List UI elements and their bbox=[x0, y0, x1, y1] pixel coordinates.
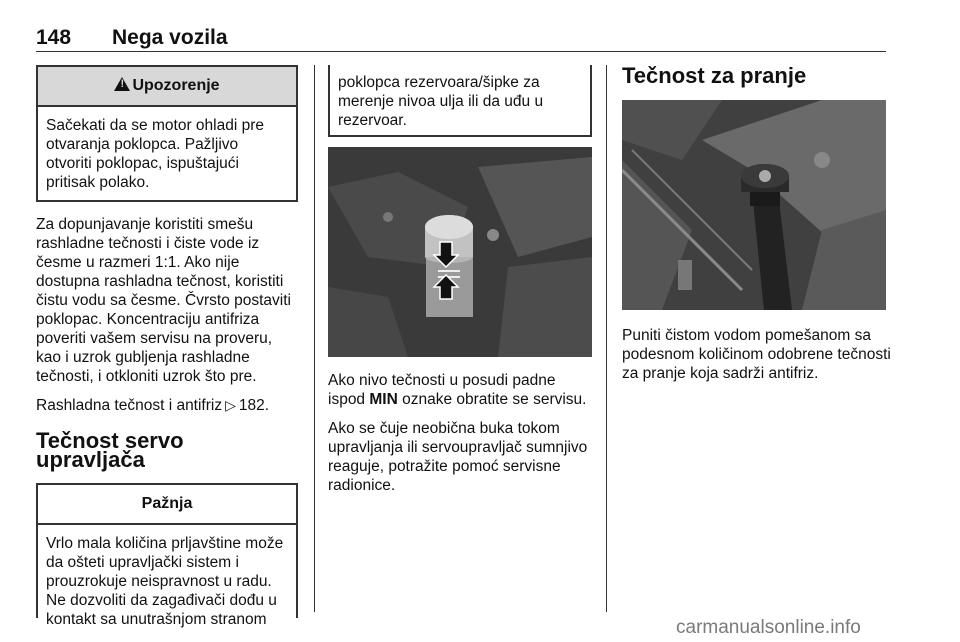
caution-body: Vrlo mala količina prljavštine može da ošteti upravljački sistem i prouzrokuje neispravnost u radu. Ne dozvoliti da zagađivači dođu u kontakt sa unutrašnjom stranom bbox=[46, 535, 284, 628]
column-3-text bbox=[622, 326, 892, 393]
min-mark-label: MIN bbox=[369, 391, 398, 408]
washer-fluid-paragraph: Puniti čistom vodom pomešanom sa podesnom količinom odobrene tečnosti za pranje koja sadrži antifriz. bbox=[622, 327, 891, 382]
page-number: 148 bbox=[36, 26, 72, 49]
page-header bbox=[36, 26, 886, 52]
power-steering-reservoir-image bbox=[328, 147, 592, 357]
column-2 bbox=[328, 65, 592, 137]
caution-box-continued bbox=[328, 65, 592, 137]
noise-paragraph: Ako se čuje neobična buka tokom upravljanja ili servoupravljač sumnjivo reaguje, potražite pomoć servisne radionice. bbox=[328, 420, 588, 494]
caution-box bbox=[36, 483, 298, 628]
coolant-reference-page: 182. bbox=[238, 397, 270, 414]
caution-continued-body: poklopca rezervoara/šipke za merenje nivoa ulja ili da uđu u rezervoar. bbox=[338, 74, 544, 129]
warning-body: Sačekati da se motor ohladi pre otvaranja poklopca. Pažljivo otvoriti poklopac, ispuštajući pritisak polako. bbox=[46, 117, 264, 191]
column-divider-1 bbox=[314, 65, 315, 612]
header-rule bbox=[36, 51, 886, 52]
min-level-text-pre: Ako nivo tečnosti u posudi padne ispod bbox=[328, 372, 556, 408]
warning-box-header bbox=[38, 67, 296, 107]
watermark: carmanualsonline.info bbox=[676, 617, 861, 638]
page-title: Nega vozila bbox=[112, 26, 228, 49]
column-2-text bbox=[328, 371, 596, 505]
warning-box bbox=[36, 65, 298, 202]
coolant-paragraph: Za dopunjavanje koristiti smešu rashladne tečnosti i čiste vode iz česme u razmeri 1:1. Ako nije dostupna rashladna tečnost, koristiti čistu vodu sa česme. Čvrsto postaviti poklopac. Koncentraciju antifriza poveriti vašem servisu na proveru, kao i uzrok gubljenja rashladne tečnosti, i otkloniti uzrok što pre. bbox=[36, 216, 291, 385]
washer-fluid-reservoir-image bbox=[622, 100, 886, 310]
column-divider-2 bbox=[606, 65, 607, 612]
coolant-reference-text: Rashladna tečnost i antifriz bbox=[36, 397, 223, 414]
column-3 bbox=[622, 63, 890, 88]
min-level-paragraph bbox=[328, 371, 596, 409]
min-level-text-post: oznake obratite se servisu. bbox=[402, 391, 587, 408]
coolant-reference-paragraph bbox=[36, 396, 298, 415]
warning-triangle-icon bbox=[114, 77, 130, 91]
section-heading-power-steering: Tečnost servo upravljača bbox=[36, 428, 184, 472]
section-heading-washer-fluid: Tečnost za pranje bbox=[622, 63, 807, 88]
caution-box-header: Pažnja bbox=[38, 485, 296, 525]
warning-title: Upozorenje bbox=[132, 77, 220, 94]
column-1 bbox=[36, 65, 298, 628]
page-reference-arrow-icon: ▷ bbox=[225, 397, 236, 413]
